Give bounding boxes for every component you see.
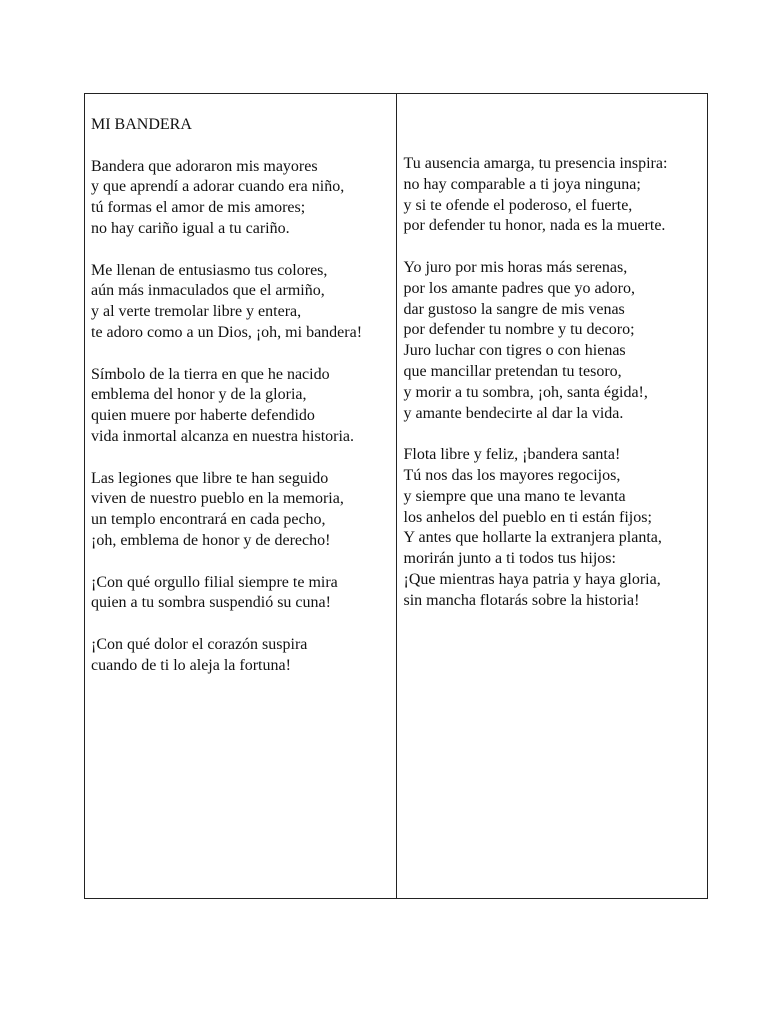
- verse-line: morirán junto a ti todos tus hijos:: [403, 550, 616, 568]
- verse-line: Tu ausencia amarga, tu presencia inspira:: [403, 155, 668, 172]
- stanza: [404, 445, 708, 611]
- poem-table: [84, 93, 708, 899]
- verse-line: vida inmortal alcanza en nuestra historia.: [91, 427, 355, 445]
- verse-line: y que aprendí a adorar cuando era niño,: [91, 178, 345, 196]
- verse-line: Símbolo de la tierra en que he nacido: [91, 365, 330, 383]
- verse-line: no hay cariño igual a tu cariño.: [91, 219, 290, 237]
- verse-line: y morir a tu sombra, ¡oh, santa égida!,: [403, 383, 648, 401]
- verse-line: Flota libre y feliz, ¡bandera santa!: [403, 446, 621, 464]
- verse-line: viven de nuestro pueblo en la memoria,: [91, 490, 344, 508]
- verse-line: quien muere por haberte defendido: [91, 407, 315, 425]
- verse-line: ¡Con qué orgullo filial siempre te mira: [91, 573, 338, 591]
- verse-line: Tú nos das los mayores regocijos,: [403, 466, 621, 484]
- stanza: [91, 573, 396, 615]
- stanza: [91, 635, 396, 677]
- verse-line: emblema del honor y de la gloria,: [91, 386, 307, 404]
- verse-line: que mancillar pretendan tu tesoro,: [403, 362, 622, 380]
- stanza: [404, 154, 708, 237]
- verse-line: ¡Con qué dolor el corazón suspira: [91, 635, 308, 653]
- verse-line: por defender tu honor, nada es la muerte.: [403, 217, 666, 235]
- verse-line: cuando de ti lo aleja la fortuna!: [91, 656, 291, 674]
- verse-line: Y antes que hollarte la extranjera planta,: [403, 529, 662, 547]
- verse-line: Yo juro por mis horas más serenas,: [403, 258, 628, 276]
- left-stanzas: [91, 157, 396, 677]
- verse-line: sin mancha flotarás sobre la historia!: [403, 591, 640, 609]
- verse-line: aún más inmaculados que el armiño,: [91, 282, 325, 300]
- stanza: [91, 261, 396, 344]
- right-column: [397, 94, 708, 898]
- verse-line: dar gustoso la sangre de mis venas: [403, 300, 625, 318]
- stanza: [91, 469, 396, 552]
- verse-line: Juro luchar con tigres o con hienas: [403, 342, 626, 360]
- stanza: [404, 258, 708, 424]
- verse-line: y siempre que una mano te levanta: [403, 487, 626, 505]
- verse-line: por los amante padres que yo adoro,: [403, 279, 635, 297]
- verse-line: por defender tu nombre y tu decoro;: [403, 321, 635, 339]
- verse-line: tú formas el amor de mis amores;: [91, 199, 306, 217]
- right-stanzas: [404, 154, 708, 612]
- verse-line: quien a tu sombra suspendió su cuna!: [91, 594, 331, 612]
- verse-line: ¡oh, emblema de honor y de derecho!: [91, 531, 331, 549]
- verse-line: los anhelos del pueblo en ti están fijos;: [403, 508, 652, 526]
- verse-line: Las legiones que libre te han seguido: [91, 469, 329, 487]
- verse-line: Bandera que adoraron mis mayores: [91, 157, 318, 175]
- stanza: [91, 157, 396, 240]
- verse-line: y al verte tremolar libre y entera,: [91, 303, 302, 321]
- left-column: [85, 94, 397, 898]
- verse-line: te adoro como a un Dios, ¡oh, mi bandera!: [91, 323, 363, 341]
- poem-title: MI BANDERA: [91, 116, 192, 133]
- verse-line: y amante bendecirte al dar la vida.: [403, 404, 624, 422]
- verse-line: ¡Que mientras haya patria y haya gloria,: [403, 570, 661, 588]
- verse-line: un templo encontrará en cada pecho,: [91, 511, 326, 529]
- verse-line: no hay comparable a ti joya ninguna;: [403, 175, 641, 193]
- verse-line: y si te ofende el poderoso, el fuerte,: [403, 196, 633, 214]
- stanza: [91, 365, 396, 448]
- verse-line: Me llenan de entusiasmo tus colores,: [91, 261, 328, 279]
